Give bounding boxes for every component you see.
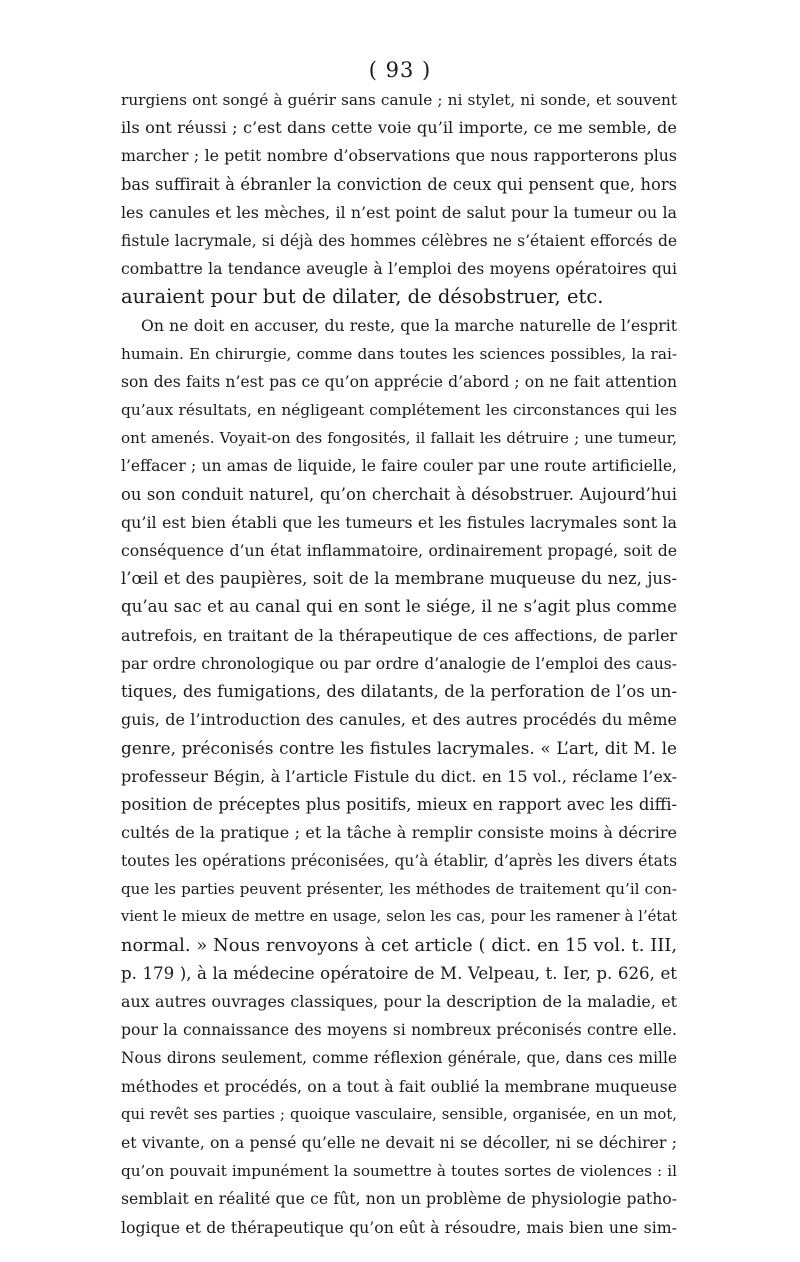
text-line: ont amenés. Voyait-on des fongosités, il fallait les détruire ; une tumeur,	[121, 429, 677, 448]
text-line: position de préceptes plus positifs, mieux en rapport avec les diffi-	[121, 794, 677, 814]
text-line: cultés de la pratique ; et la tâche à remplir consiste moins à décrire	[121, 822, 677, 842]
text-line: bas suffirait à ébranler la conviction de ceux qui pensent que, hors	[121, 174, 677, 194]
text-line: par ordre chronologique ou par ordre d’analogie de l’emploi des caus-	[121, 654, 677, 673]
text-line: l’effacer ; un amas de liquide, le faire couler par une route artificielle,	[121, 457, 677, 476]
text-line: pour la connaissance des moyens si nombreux préconisés contre elle.	[121, 1020, 677, 1040]
text-line: qu’au sac et au canal qui en sont le siége, il ne s’agit plus comme	[121, 597, 677, 617]
text-line: qui revêt ses parties ; quoique vasculaire, sensible, organisée, en un mot,	[121, 1105, 677, 1123]
text-line: conséquence d’un état inflammatoire, ordinairement propagé, soit de	[121, 541, 677, 560]
text-line: ou son conduit naturel, qu’on cherchait à désobstruer. Aujourd’hui	[121, 484, 677, 504]
text-line: qu’aux résultats, en négligeant complétement les circonstances qui les	[121, 401, 677, 420]
text-line: guis, de l’introduction des canules, et des autres procédés du même	[121, 710, 677, 730]
text-line: l’œil et des paupières, soit de la membrane muqueuse du nez, jus-	[121, 569, 677, 589]
text-line: que les parties peuvent présenter, les méthodes de traitement qu’il con-	[121, 880, 677, 899]
text-line: humain. En chirurgie, comme dans toutes les sciences possibles, la rai-	[121, 344, 677, 363]
page-number: ( 93 )	[368, 58, 432, 82]
text-line: qu’on pouvait impunément la soumettre à toutes sortes de violences : il	[121, 1162, 677, 1181]
text-line: professeur Bégin, à l’article Fistule du dict. en 15 vol., réclame l’ex-	[121, 766, 677, 786]
body-text	[121, 86, 677, 1242]
text-line: vient le mieux de mettre en usage, selon les cas, pour les ramener à l’état	[121, 908, 677, 926]
text-line: son des faits n’est pas ce qu’on apprécie d’abord ; on ne fait attention	[121, 372, 677, 391]
text-line: ils ont réussi ; c’est dans cette voie qu’il importe, ce me semble, de	[121, 118, 677, 138]
text-line: p. 179 ), à la médecine opératoire de M. Velpeau, t. Ier, p. 626, et	[121, 963, 677, 983]
text-line: les canules et les mèches, il n’est point de salut pour la tumeur ou la	[121, 202, 677, 222]
text-line: aux autres ouvrages classiques, pour la description de la maladie, et	[121, 992, 677, 1011]
paragraph-end-line: auraient pour but de dilater, de désobstruer, etc.	[121, 285, 604, 309]
text-line: combattre la tendance aveugle à l’emploi des moyens opératoires qui	[121, 259, 677, 279]
text-line: rurgiens ont songé à guérir sans canule ; ni stylet, ni sonde, et souvent	[121, 91, 677, 109]
paragraph-start-line: On ne doit en accuser, du reste, que la marche naturelle de l’esprit	[141, 315, 677, 335]
text-line: tiques, des fumigations, des dilatants, de la perforation de l’os un-	[121, 681, 677, 701]
text-line: qu’il est bien établi que les tumeurs et les fistules lacrymales sont la	[121, 512, 677, 532]
text-line: autrefois, en traitant de la thérapeutique de ces affections, de parler	[121, 625, 677, 645]
text-line: normal. » Nous renvoyons à cet article ( dict. en 15 vol. t. III,	[121, 934, 677, 956]
text-line: semblait en réalité que ce fût, non un problème de physiologie patho-	[121, 1189, 677, 1209]
text-line: fistule lacrymale, si déjà des hommes célèbres ne s’étaient efforcés de	[121, 231, 677, 250]
text-line: marcher ; le petit nombre d’observations que nous rapporterons plus	[121, 146, 677, 166]
text-line: logique et de thérapeutique qu’on eût à résoudre, mais bien une sim-	[121, 1217, 677, 1237]
text-line: et vivante, on a pensé qu’elle ne devait ni se décoller, ni se déchirer ;	[121, 1132, 677, 1152]
text-line: toutes les opérations préconisées, qu’à établir, d’après les divers états	[121, 852, 677, 871]
text-line: méthodes et procédés, on a tout à fait oublié la membrane muqueuse	[121, 1076, 677, 1096]
text-line: genre, préconisés contre les fistules lacrymales. « L’art, dit M. le	[121, 738, 677, 759]
text-line: Nous dirons seulement, comme réflexion générale, que, dans ces mille	[121, 1049, 677, 1068]
